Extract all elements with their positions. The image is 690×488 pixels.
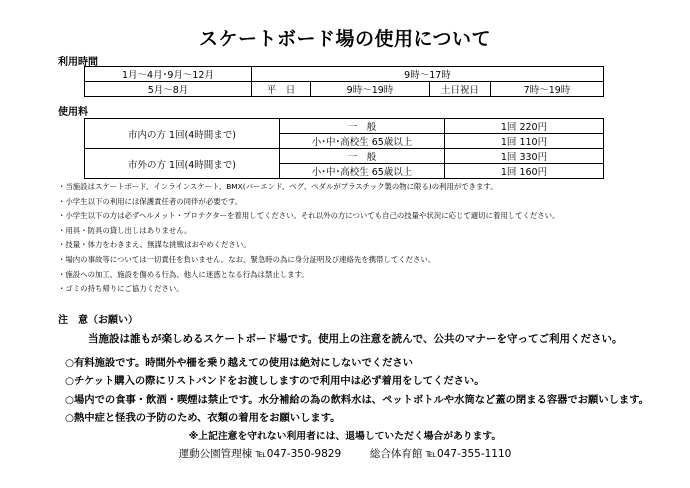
table-cell: 9時～17時 [252,67,604,82]
list-item: ○熱中症と怪我の予防のため、衣類の着用をお願いします。 [65,412,341,425]
table-cell: 一 般 [280,119,445,134]
hours-heading: 利用時間 [58,57,98,68]
list-item: ・施設への加工、施設を傷める行為、他人に迷惑となる行為は禁止します。 [58,269,309,279]
fee-table [84,118,604,179]
list-item: ・小学生以下の利用には保護責任者の同伴が必要です。 [58,196,243,206]
notes-list [58,180,559,297]
table-cell: 1回 160円 [445,164,604,179]
table-cell: 1回 110円 [445,134,604,149]
table-cell: 1月～4月･9月～12月 [85,67,252,82]
table-cell: 一 般 [280,149,445,164]
page-title: スケートボード場の使用について [198,28,492,50]
list-item: ・小学生以下の方は必ずヘルメット・プロテクターを着用してください。それ以外の方についても自己の技量や状況に応じて適切に着用してください。 [58,211,560,221]
table-cell: 小･中･高校生 65歳以上 [280,134,445,149]
list-item: ・技量・体力をわきまえ、無謀な挑戦はおやめください。 [58,240,251,250]
rules-list [65,354,649,428]
list-item: ・ゴミの持ち帰りにご協力ください。 [58,284,184,294]
table-cell: 5月～8月 [85,82,252,97]
table-row [85,67,604,82]
caution-intro: 当施設は誰もが楽しめるスケートボード場です。使用上の注意を読んで、公共のマナーを守ってご利用ください。 [88,333,623,345]
warning-text: ※上記注意を守れない利用者には、退場していただく場合があります。 [188,431,502,442]
table-cell: 1回 220円 [445,119,604,134]
table-cell: 小･中･高校生 65歳以上 [280,164,445,179]
table-row [85,119,604,134]
list-item: ○チケット購入の際にリストバンドをお渡ししますので利用中は必ず着用をしてください。 [65,375,485,388]
table-cell: 平 日 [252,82,311,97]
table-cell: 1回 330円 [445,149,604,164]
table-row [85,149,604,164]
table-cell: 土日祝日 [430,82,491,97]
table-cell: 市外の方 1回(4時間まで) [85,149,280,179]
list-item: ・用具・防具の貸し出しはありません。 [58,225,192,235]
list-item: ○有料施設です。時間外や柵を乗り越えての使用は絶対にしないでください [65,357,413,369]
contact-office-2: 総合体育館 ℡047-355-1110 [369,448,512,460]
fee-heading: 使用料 [58,107,88,118]
hours-table [84,66,604,97]
list-item: ・当施設はスケートボード、インラインスケート、BMX(バーエンド、ペグ、ペダルがプラスチック製の物に限る)の利用ができます。 [58,182,498,191]
table-row [85,82,604,97]
table-cell: 市内の方 1回(4時間まで) [85,119,280,149]
list-item: ・場内の事故等については一切責任を負いません。なお、緊急時の為に身分証明及び連絡先を携帯してください。 [58,254,436,264]
list-item: ○場内での食事・飲酒・喫煙は禁止です。水分補給の為の飲料水は、ペットボトルや水筒など蓋の閉まる容器でお願いします。 [65,393,649,406]
caution-heading: 注 意（お願い） [58,315,138,326]
table-cell: 7時～19時 [491,82,604,97]
contact-office-1: 運動公園管理棟 ℡047-350-9829 [178,448,342,460]
table-cell: 9時～19時 [311,82,430,97]
contact-info [0,446,690,461]
